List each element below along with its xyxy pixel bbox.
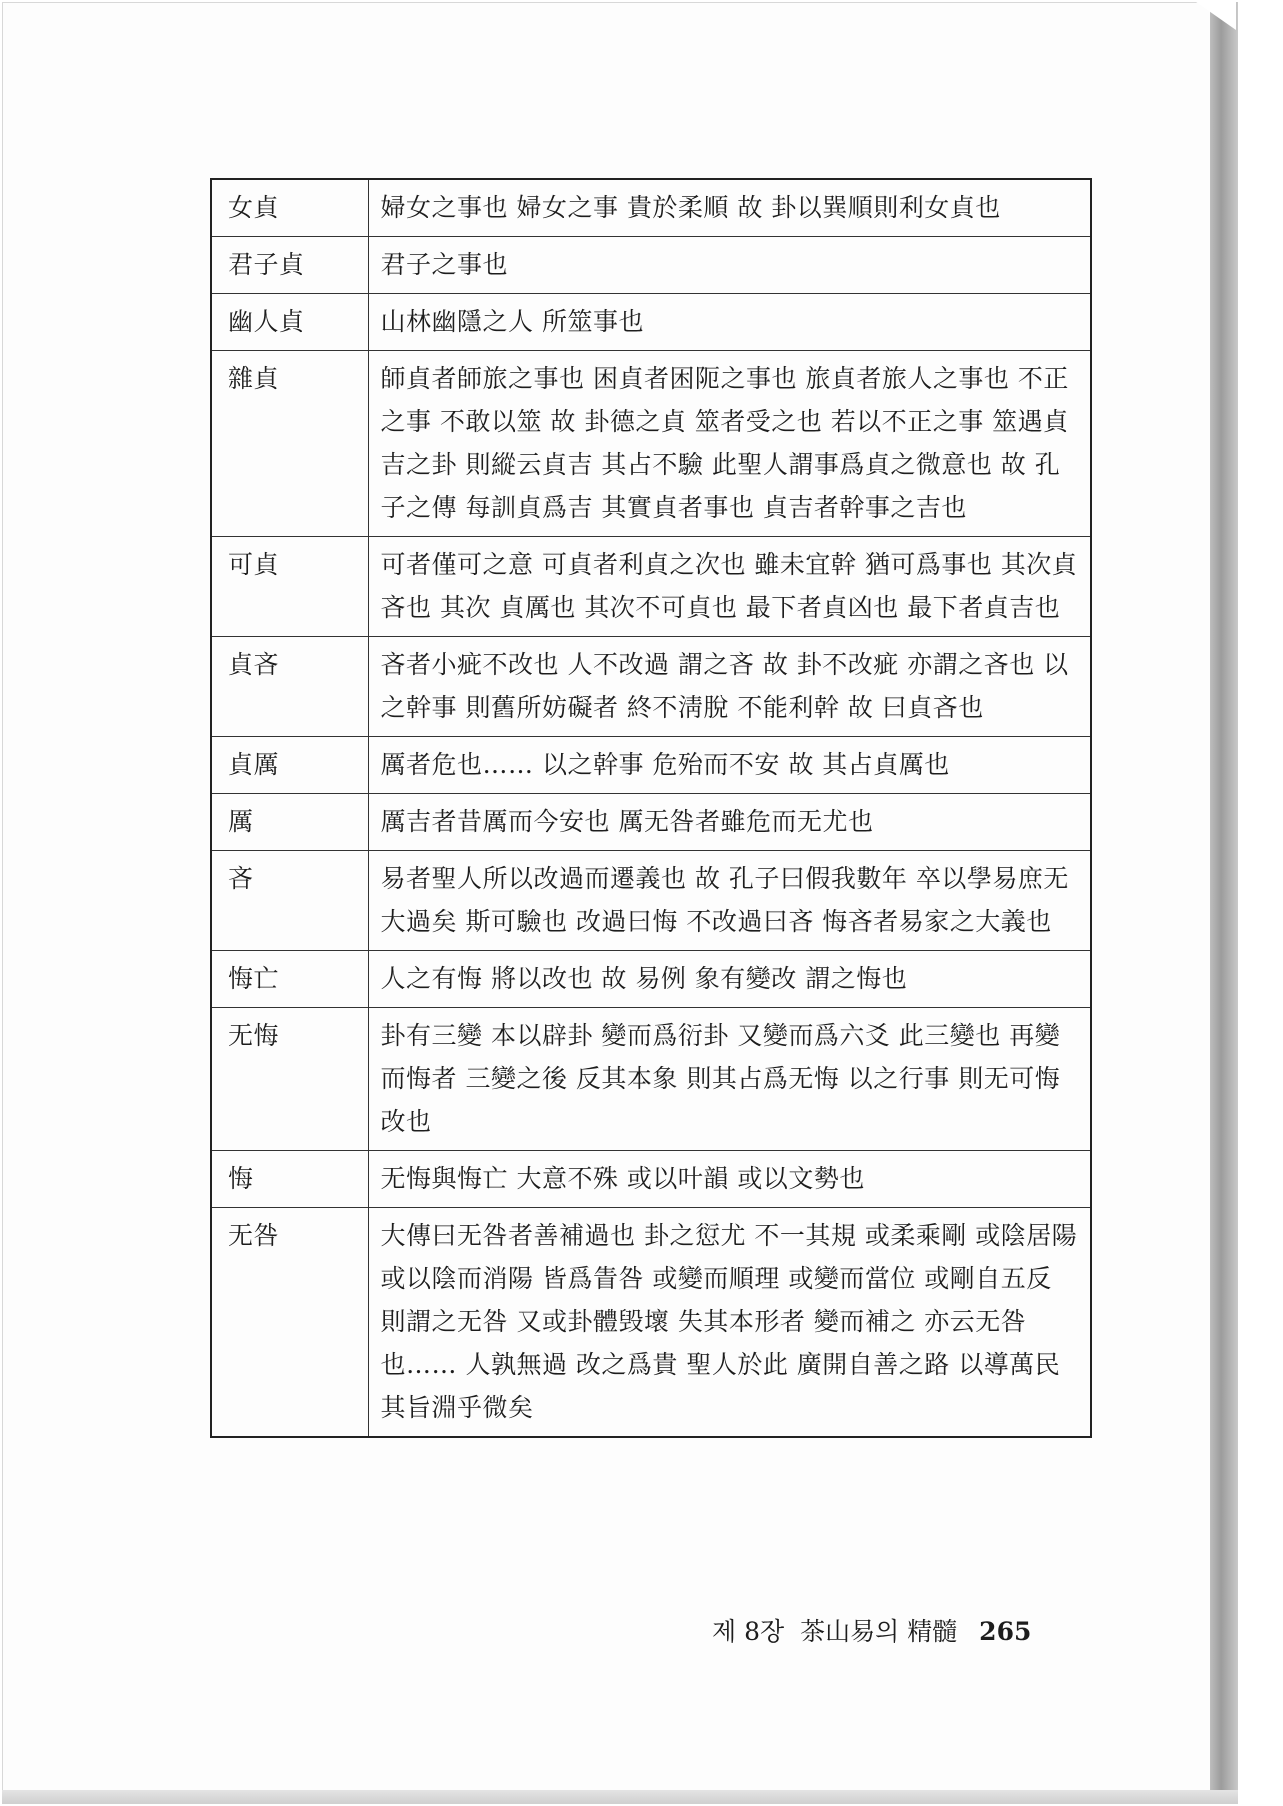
page-bottom-shadow [2,1790,1238,1804]
definition-cell: 可者僅可之意 可貞者利貞之次也 雖未宜幹 猶可爲事也 其次貞吝也 其次 貞厲也 其次不可貞也 最下者貞凶也 最下者貞吉也 [368,537,1091,637]
definition-cell: 君子之事也 [368,237,1091,294]
glossary-body [211,179,1091,1437]
table-row [211,1008,1091,1151]
glossary-table [210,178,1092,1438]
term-cell: 吝 [211,851,368,951]
term-cell: 无咎 [211,1208,368,1438]
term-cell: 貞厲 [211,737,368,794]
term-cell: 厲 [211,794,368,851]
definition-cell: 婦女之事也 婦女之事 貴於柔順 故 卦以巽順則利女貞也 [368,179,1091,237]
term-cell: 悔亡 [211,951,368,1008]
term-cell: 君子貞 [211,237,368,294]
page-number: 265 [979,1617,1032,1646]
definition-cell: 大傳曰无咎者善補過也 卦之愆尤 不一其規 或柔乘剛 或陰居陽 或以陰而消陽 皆爲眚咎 或變而順理 或變而當位 或剛自五反 則謂之无咎 又或卦體毁壞 失其本形者 變而補之 亦云无咎也…… 人孰無過 改之爲貴 聖人於此 廣開自善之路 以導萬民 其旨淵乎微矣 [368,1208,1091,1438]
definition-cell: 師貞者師旅之事也 困貞者困阨之事也 旅貞者旅人之事也 不正之事 不敢以筮 故 卦德之貞 筮者受之也 若以不正之事 筮遇貞吉之卦 則縱云貞吉 其占不驗 此聖人謂事爲貞之微意也 故 孔子之傳 每訓貞爲吉 其實貞者事也 貞吉者幹事之吉也 [368,351,1091,537]
term-cell: 悔 [211,1151,368,1208]
table-row [211,294,1091,351]
definition-cell: 人之有悔 將以改也 故 易例 象有變改 謂之悔也 [368,951,1091,1008]
definition-cell: 卦有三變 本以辟卦 變而爲衍卦 又變而爲六爻 此三變也 再變而悔者 三變之後 反其本象 則其占爲无悔 以之行事 則无可悔改也 [368,1008,1091,1151]
table-row [211,737,1091,794]
page-corner-fold [1196,2,1236,30]
term-cell: 可貞 [211,537,368,637]
page-footer [712,1612,1039,1648]
definition-cell: 山林幽隱之人 所筮事也 [368,294,1091,351]
table-row [211,1151,1091,1208]
term-cell: 幽人貞 [211,294,368,351]
definition-cell: 易者聖人所以改過而遷義也 故 孔子曰假我數年 卒以學易庶无大過矣 斯可驗也 改過曰悔 不改過曰吝 悔吝者易家之大義也 [368,851,1091,951]
definition-cell: 厲者危也…… 以之幹事 危殆而不安 故 其占貞厲也 [368,737,1091,794]
table-row [211,851,1091,951]
page-edge-shadow [1210,2,1238,1802]
table-row [211,794,1091,851]
definition-cell: 无悔與悔亡 大意不殊 或以叶韻 或以文勢也 [368,1151,1091,1208]
term-cell: 雜貞 [211,351,368,537]
term-cell: 貞吝 [211,637,368,737]
footer-chapter: 제 8장 [712,1617,785,1646]
table-row [211,951,1091,1008]
footer-title: 茶山易의 精髓 [800,1617,958,1646]
table-row [211,637,1091,737]
definition-cell: 厲吉者昔厲而今安也 厲无咎者雖危而无尤也 [368,794,1091,851]
table-row [211,1208,1091,1438]
term-cell: 女貞 [211,179,368,237]
table-row [211,237,1091,294]
term-cell: 无悔 [211,1008,368,1151]
table-row [211,179,1091,237]
table-row [211,351,1091,537]
definition-cell: 吝者小疵不改也 人不改過 謂之吝 故 卦不改疵 亦謂之吝也 以之幹事 則舊所妨礙者 終不淸脫 不能利幹 故 曰貞吝也 [368,637,1091,737]
table-row [211,537,1091,637]
